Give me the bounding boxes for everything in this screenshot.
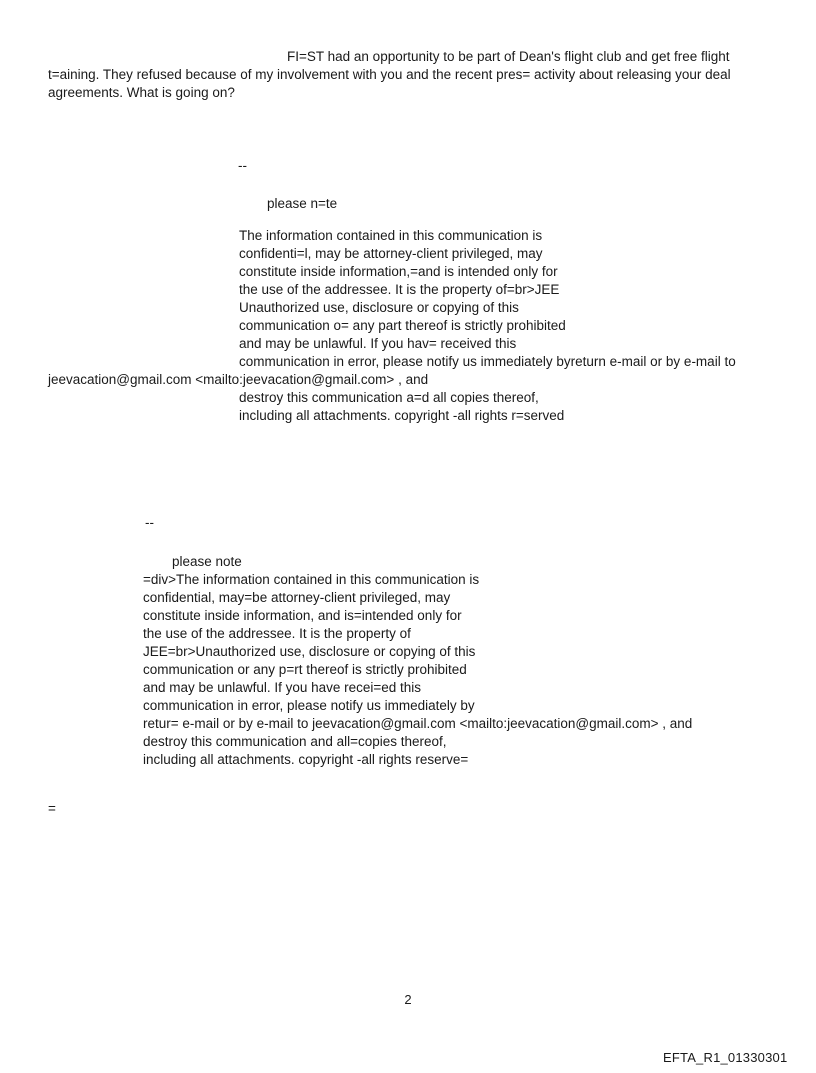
text-line: destroy this communication a=d all copies thereof, [239, 390, 539, 405]
text-line: and may be unlawful. If you have recei=ed this [143, 680, 422, 695]
text-line: communication or any p=rt thereof is strictly prohibited [143, 662, 467, 677]
text-line: including all attachments. copyright -all rights r=served [239, 408, 565, 423]
text-line: including all attachments. copyright -all rights reserve= [143, 752, 469, 767]
bates-number: EFTA_R1_01330301 [663, 1050, 788, 1065]
text-line: the use of the addressee. It is the property of=br>JEE [239, 282, 560, 297]
text-line: the use of the addressee. It is the property of [143, 626, 411, 641]
text-line: retur= e-mail or by e-mail to jeevacation@gmail.com <mailto:jeevacation@gmail.com> , and [143, 716, 693, 731]
text-line: -- [238, 158, 247, 173]
text-line: The information contained in this communication is [239, 228, 543, 243]
text-line: t=aining. They refused because of my involvement with you and the recent pres= activity about releasing your deal [48, 67, 731, 82]
text-line: FI=ST had an opportunity to be part of Dean's flight club and get free flight [287, 49, 730, 64]
text-line: -- [145, 515, 154, 530]
text-line: destroy this communication and all=copies thereof, [143, 734, 447, 749]
text-line: confidenti=l, may be attorney-client privileged, may [239, 246, 543, 261]
text-line: = [48, 801, 56, 816]
page-number: 2 [404, 992, 412, 1007]
text-line: communication in error, please notify us immediately by [143, 698, 475, 713]
text-line: please n=te [267, 196, 338, 211]
text-line: constitute inside information, and is=intended only for [143, 608, 462, 623]
text-line: confidential, may=be attorney-client privileged, may [143, 590, 451, 605]
text-line: constitute inside information,=and is intended only for [239, 264, 558, 279]
text-line: =div>The information contained in this communication is [143, 572, 480, 587]
text-line: and may be unlawful. If you hav= received this [239, 336, 517, 351]
text-line: agreements. What is going on? [48, 85, 235, 100]
text-line: Unauthorized use, disclosure or copying of this [239, 300, 519, 315]
text-line: jeevacation@gmail.com <mailto:jeevacation@gmail.com> , and [48, 372, 429, 387]
text-line: please note [172, 554, 242, 569]
text-line: JEE=br>Unauthorized use, disclosure or copying of this [143, 644, 476, 659]
text-line: communication in error, please notify us immediately byreturn e-mail or by e-mail to [239, 354, 736, 369]
text-line: communication o= any part thereof is strictly prohibited [239, 318, 566, 333]
